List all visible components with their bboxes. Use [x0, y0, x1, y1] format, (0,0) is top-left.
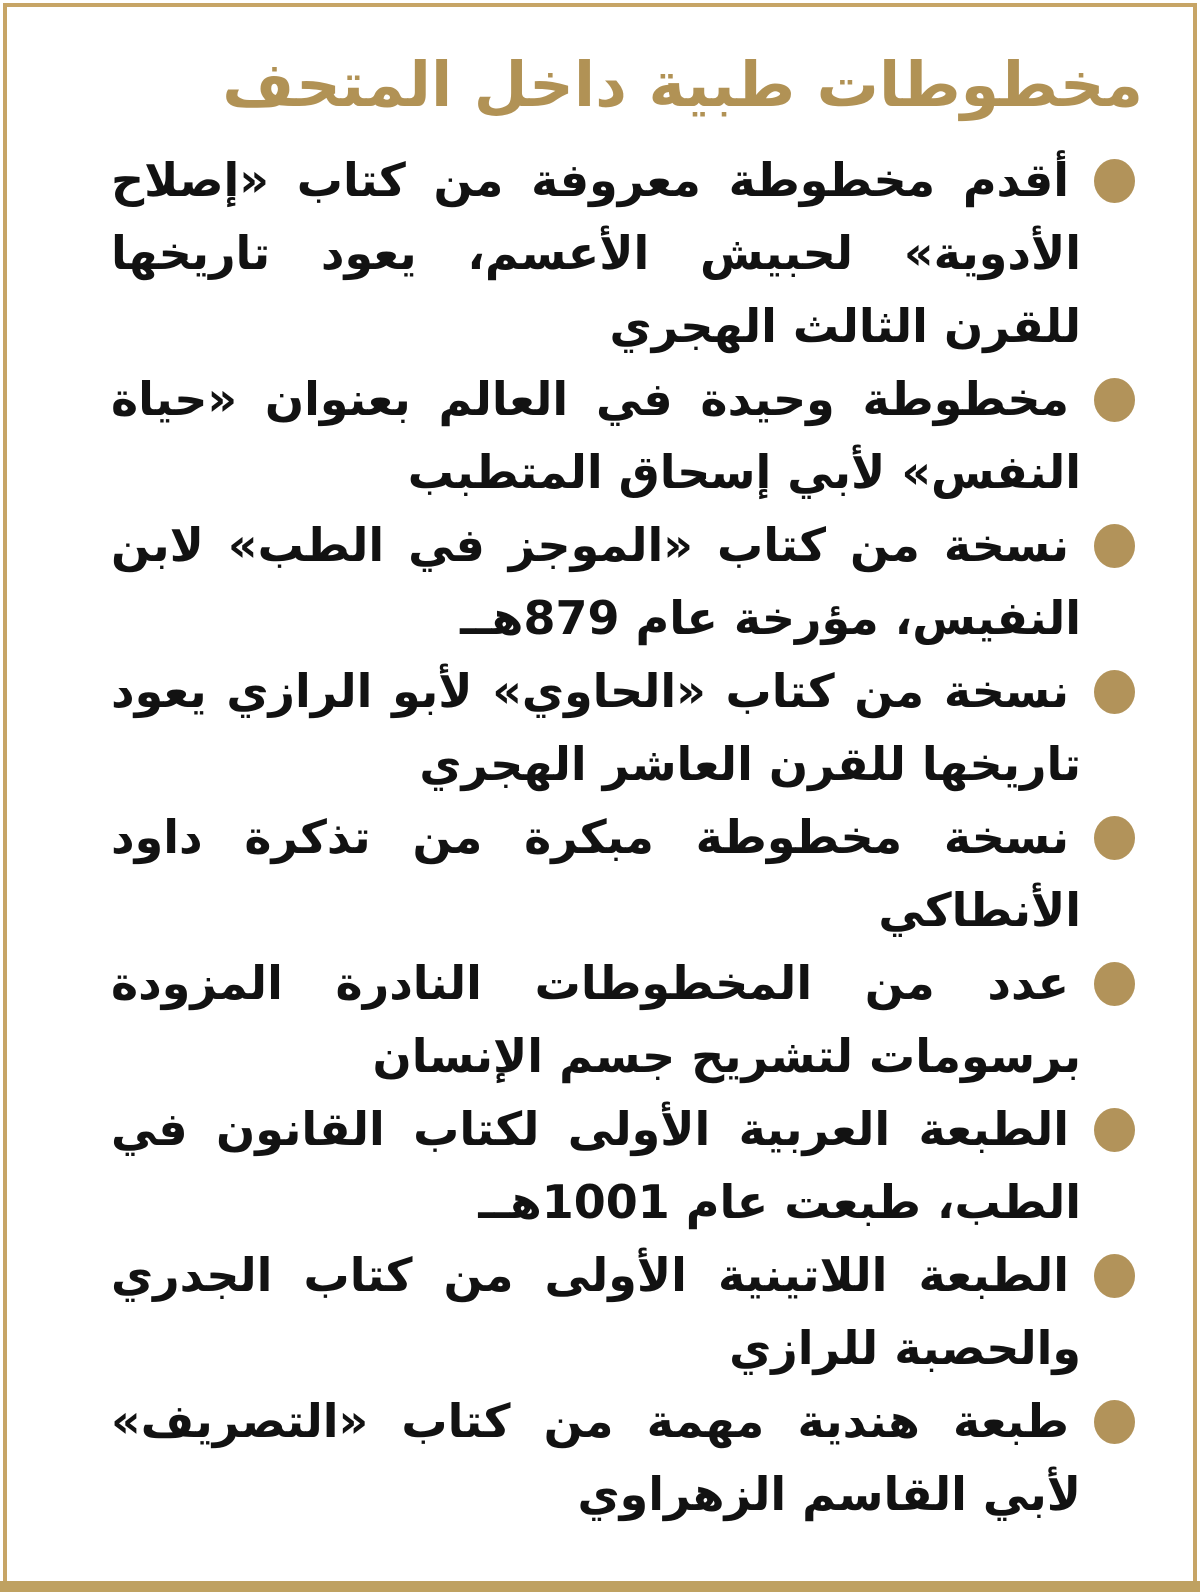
list-item-text: أقدم مخطوطة معروفة من كتاب «إصلاح الأدوية» لحبيش الأعسم، يعود تاريخها للقرن الثالث الهجري	[111, 152, 1081, 353]
manuscripts-list	[7, 144, 1193, 1531]
bullet-icon	[1094, 1254, 1135, 1298]
list-item	[111, 801, 1081, 947]
list-item-text: نسخة مخطوطة مبكرة من تذكرة داود الأنطاكي	[111, 809, 1081, 937]
bullet-icon	[1094, 1108, 1135, 1152]
list-item	[111, 509, 1081, 655]
bullet-icon	[1094, 962, 1135, 1006]
list-item	[111, 1385, 1081, 1531]
list-item	[111, 144, 1081, 363]
list-item-text: نسخة من كتاب «الحاوي» لأبو الرازي يعود تاريخها للقرن العاشر الهجري	[111, 663, 1081, 791]
bullet-icon	[1094, 378, 1135, 422]
list-item-text: نسخة من كتاب «الموجز في الطب» لابن النفيس، مؤرخة عام 879هــ	[111, 517, 1081, 645]
list-item	[111, 655, 1081, 801]
bullet-icon	[1094, 524, 1135, 568]
list-item-text: عدد من المخطوطات النادرة المزودة برسومات لتشريح جسم الإنسان	[111, 955, 1081, 1083]
bullet-icon	[1094, 816, 1135, 860]
list-item-text: طبعة هندية مهمة من كتاب «التصريف» لأبي القاسم الزهراوي	[111, 1393, 1081, 1521]
list-item-text: مخطوطة وحيدة في العالم بعنوان «حياة النفس» لأبي إسحاق المتطبب	[111, 371, 1081, 499]
list-item-text: الطبعة اللاتينية الأولى من كتاب الجدري والحصبة للرازي	[111, 1247, 1081, 1375]
list-item	[111, 1093, 1081, 1239]
list-item-text: الطبعة العربية الأولى لكتاب القانون في الطب، طبعت عام 1001هــ	[111, 1101, 1081, 1229]
list-item	[111, 363, 1081, 509]
bullet-icon	[1094, 1400, 1135, 1444]
panel-title: مخطوطات طبية داخل المتحف	[222, 48, 1143, 121]
list-item	[111, 1239, 1081, 1385]
panel-border-frame	[3, 3, 1197, 1581]
list-item	[111, 947, 1081, 1093]
bottom-gold-rule	[0, 1581, 1200, 1592]
bullet-icon	[1094, 159, 1135, 203]
bullet-icon	[1094, 670, 1135, 714]
